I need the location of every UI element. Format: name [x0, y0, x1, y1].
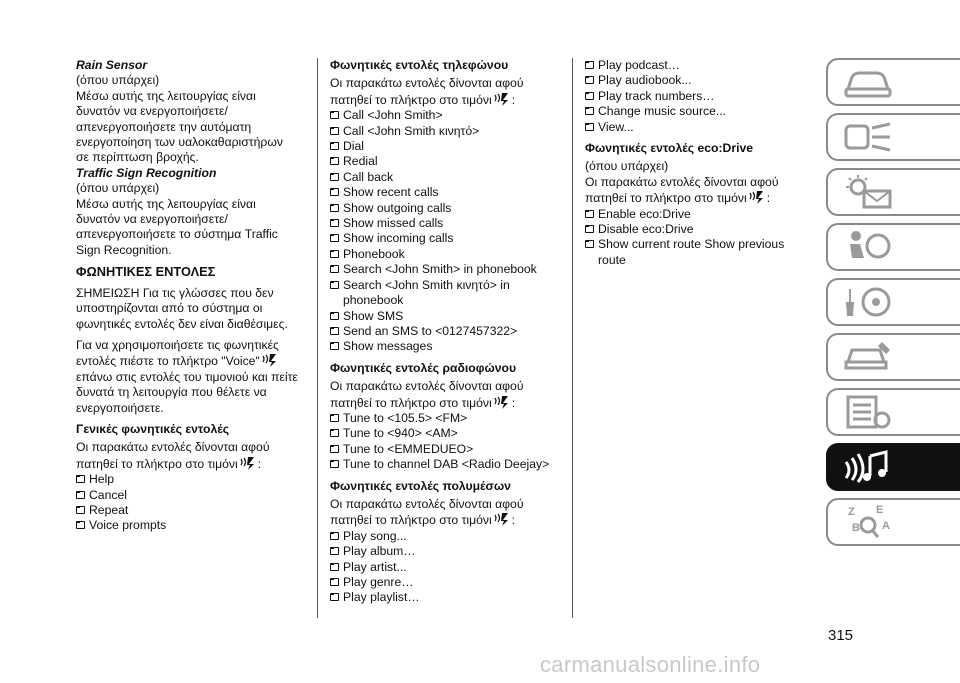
command-item: [330, 442, 568, 457]
command-item: [330, 216, 568, 231]
eco-drive-commands-list: [585, 207, 807, 269]
command-text: Enable eco:Drive: [598, 206, 691, 221]
page-number: 315: [828, 627, 854, 644]
phone-commands-list: [330, 108, 568, 355]
command-text: Show messages: [343, 339, 433, 354]
command-text: Show current route Show previous route: [598, 237, 785, 267]
command-text: Show missed calls: [343, 216, 444, 231]
settings-list-icon: [842, 393, 894, 431]
phone-handset-bullet-icon: [585, 61, 594, 69]
phone-commands-title: Φωνητικές εντολές τηλεφώνου: [330, 58, 509, 72]
general-commands-intro: [76, 440, 298, 472]
phone-intro-text: Οι παρακάτω εντολές δίνονται αφού πατηθεί το πλήκτρο στο τιμόνι: [330, 76, 524, 107]
media-commands-intro: [330, 497, 568, 529]
media-commands-list: [330, 529, 568, 606]
command-item: [330, 544, 568, 559]
command-text: Show outgoing calls: [343, 200, 452, 215]
command-item: [330, 590, 568, 605]
column-3: [585, 58, 807, 268]
phone-handset-bullet-icon: [585, 123, 594, 131]
command-text: Call <John Smith κινητό>: [343, 123, 480, 138]
phone-handset-bullet-icon: [330, 563, 339, 571]
phone-handset-bullet-icon: [330, 219, 339, 227]
command-text: Dial: [343, 139, 364, 154]
command-text: Disable eco:Drive: [598, 222, 694, 237]
command-item: [330, 411, 568, 426]
traffic-sign-title: Traffic Sign Recognition: [76, 165, 217, 180]
command-text: Play playlist…: [343, 590, 420, 605]
column-divider: [572, 58, 573, 618]
rain-sensor-title: Rain Sensor: [76, 58, 148, 72]
phone-handset-bullet-icon: [330, 312, 339, 320]
column-1: [76, 58, 298, 534]
tab-safety-info[interactable]: [826, 168, 960, 216]
command-item: [330, 560, 568, 575]
chapter-tabs: [826, 58, 960, 553]
phone-handset-bullet-icon: [330, 265, 339, 273]
command-item: [330, 529, 568, 544]
tab-multimedia[interactable]: [826, 443, 960, 491]
command-item: [330, 575, 568, 590]
column-2: [330, 58, 568, 606]
command-text: Play album…: [343, 544, 416, 559]
command-text: Repeat: [89, 502, 129, 517]
command-item: [330, 154, 568, 169]
column-divider: [317, 58, 318, 618]
command-item: [585, 237, 807, 268]
voice-commands-section-title: ΦΩΝΗΤΙΚΕΣ ΕΝΤΟΛΕΣ: [76, 264, 216, 280]
sun-envelope-icon: [842, 173, 894, 211]
phone-handset-bullet-icon: [330, 127, 339, 135]
car-service-icon: [842, 338, 894, 376]
eco-drive-commands-intro: [585, 175, 807, 207]
command-text: Send an SMS to <0127457322>: [343, 323, 518, 338]
command-item: [585, 73, 807, 88]
voice-music-icon: [842, 448, 894, 486]
tab-emergency[interactable]: [826, 333, 960, 381]
phone-handset-bullet-icon: [330, 234, 339, 242]
rain-sensor-description: Μέσω αυτής της λειτουργίας είναι δυνατόν να ενεργοποιήσετε/απενεργοποιήσετε την αυτόματη ενεργοποίηση των υαλοκαθαριστήρων σε περίπτωση βροχής.: [76, 88, 283, 165]
tab-starting-driving[interactable]: [826, 278, 960, 326]
tab-maintenance[interactable]: [826, 388, 960, 436]
command-item: [330, 309, 568, 324]
command-text: Tune to channel DAB <Radio Deejay>: [343, 457, 550, 472]
tab-lights[interactable]: [826, 113, 960, 161]
command-item: [76, 503, 298, 518]
command-text: Show SMS: [343, 308, 404, 323]
command-item: [585, 120, 807, 135]
command-text: Tune to <940> <AM>: [343, 426, 458, 441]
phone-handset-bullet-icon: [330, 593, 339, 601]
phone-handset-bullet-icon: [76, 521, 85, 529]
watermark: carmanualsonline.info: [540, 652, 761, 677]
voice-usage-part-a: Για να χρησιμοποιήσετε τις φωνητικές εντολές πιέστε το πλήκτρο "Voice": [76, 337, 279, 369]
media-commands-list-continued: [585, 58, 807, 135]
command-text: Call back: [343, 169, 394, 184]
command-item: [330, 108, 568, 123]
command-item: [330, 247, 568, 262]
media-intro-text: Οι παρακάτω εντολές δίνονται αφού πατηθεί το πλήκτρο στο τιμόνι: [330, 496, 524, 528]
command-item: [330, 124, 568, 139]
command-item: [330, 457, 568, 472]
command-text: Play audiobook...: [598, 73, 692, 88]
phone-commands-intro: [330, 76, 568, 108]
media-commands-title: Φωνητικές εντολές πολυμέσων: [330, 478, 511, 493]
phone-handset-bullet-icon: [330, 188, 339, 196]
language-note: ΣΗΜΕΙΩΣΗ Για τις γλώσσες που δεν υποστηρίζονται από το σύστημα οι φωνητικές εντολές δεν είναι διαθέσιμες.: [76, 285, 288, 331]
rain-sensor-availability: (όπου υπάρχει): [76, 73, 160, 88]
phone-handset-bullet-icon: [76, 506, 85, 514]
phone-handset-bullet-icon: [330, 532, 339, 540]
command-text: Play podcast…: [598, 58, 680, 72]
command-item: [330, 170, 568, 185]
svg-text:B: B: [852, 522, 860, 534]
phone-handset-bullet-icon: [585, 107, 594, 115]
voice-button-icon: [240, 456, 256, 471]
airbag-person-icon: [842, 228, 894, 266]
command-item: [585, 222, 807, 237]
eco-drive-availability: (όπου υπάρχει): [585, 159, 669, 174]
command-text: Tune to <105.5> <FM>: [343, 410, 468, 425]
command-item: [330, 426, 568, 441]
voice-button-icon: [494, 92, 510, 107]
phone-handset-bullet-icon: [330, 429, 339, 437]
voice-button-icon: [262, 353, 278, 368]
command-item: [330, 262, 568, 277]
phone-handset-bullet-icon: [330, 281, 339, 289]
steering-wheel-icon: [842, 283, 894, 321]
radio-intro-text: Οι παρακάτω εντολές δίνονται αφού πατηθεί το πλήκτρο στο τιμόνι: [330, 379, 524, 410]
phone-handset-bullet-icon: [585, 225, 594, 233]
command-item: [330, 278, 568, 309]
svg-text:Z: Z: [848, 506, 855, 518]
car-lights-icon: [842, 118, 894, 156]
voice-button-icon: [494, 512, 510, 527]
general-commands-list: [76, 472, 298, 534]
phone-handset-bullet-icon: [330, 414, 339, 422]
phone-handset-bullet-icon: [330, 460, 339, 468]
colon: :: [511, 92, 516, 107]
command-item: [76, 518, 298, 533]
phone-handset-bullet-icon: [330, 204, 339, 212]
phone-handset-bullet-icon: [330, 142, 339, 150]
voice-usage-part-b: επάνω στις εντολές του τιμονιού και πείτε δυνατά τη λειτουργία που θέλετε να ενεργοποιήσετε.: [76, 369, 298, 415]
traffic-sign-availability: (όπου υπάρχει): [76, 181, 160, 196]
phone-handset-bullet-icon: [585, 240, 594, 248]
radio-commands-title: Φωνητικές εντολές ραδιοφώνου: [330, 360, 517, 375]
command-text: Search <John Smith> in phonebook: [343, 262, 537, 277]
general-intro-text: Οι παρακάτω εντολές δίνονται αφού πατηθεί το πλήκτρο στο τιμόνι: [76, 440, 270, 471]
eco-intro-text: Οι παρακάτω εντολές δίνονται αφού πατηθεί το πλήκτρο στο τιμόνι: [585, 174, 779, 206]
command-item: [585, 207, 807, 222]
command-item: [330, 185, 568, 200]
command-text: Cancel: [89, 487, 127, 502]
command-item: [330, 231, 568, 246]
general-commands-title: Γενικές φωνητικές εντολές: [76, 421, 230, 436]
command-item: [76, 472, 298, 487]
command-text: Change music source...: [598, 104, 727, 119]
phone-handset-bullet-icon: [330, 111, 339, 119]
traffic-sign-description: Μέσω αυτής της λειτουργίας είναι δυνατόν να ενεργοποιήσετε/απενεργοποιήσετε το σύστημα Traffic Sign Recognition.: [76, 196, 278, 257]
command-text: Play track numbers…: [598, 88, 715, 103]
command-text: Redial: [343, 154, 378, 169]
colon: :: [766, 191, 771, 206]
voice-button-icon: [494, 395, 510, 410]
command-text: Call <John Smith>: [343, 108, 443, 123]
phone-handset-bullet-icon: [330, 173, 339, 181]
voice-usage-text: [76, 338, 298, 416]
voice-button-icon: [749, 190, 765, 205]
colon: :: [257, 456, 262, 471]
command-text: Help: [89, 472, 115, 487]
tab-safety[interactable]: [826, 223, 960, 271]
radio-commands-list: [330, 411, 568, 473]
colon: :: [511, 513, 516, 528]
phone-handset-bullet-icon: [330, 157, 339, 165]
command-text: View...: [598, 119, 634, 134]
command-item: [585, 104, 807, 119]
tab-index[interactable]: [826, 498, 960, 546]
alphabet-search-icon: [842, 503, 894, 541]
phone-handset-bullet-icon: [330, 327, 339, 335]
command-item: [330, 339, 568, 354]
phone-handset-bullet-icon: [585, 92, 594, 100]
command-item: [330, 324, 568, 339]
eco-drive-commands-title: Φωνητικές εντολές eco:Drive: [585, 141, 754, 156]
command-text: Show recent calls: [343, 185, 439, 200]
svg-text:A: A: [882, 520, 890, 532]
svg-text:E: E: [876, 504, 884, 516]
phone-handset-bullet-icon: [330, 578, 339, 586]
command-text: Play artist...: [343, 559, 407, 574]
tab-dashboard[interactable]: [826, 58, 960, 106]
phone-handset-bullet-icon: [585, 210, 594, 218]
command-text: Voice prompts: [89, 518, 167, 533]
command-text: Search <John Smith κινητό> in phonebook: [343, 277, 510, 308]
radio-commands-intro: [330, 379, 568, 411]
command-item: [76, 488, 298, 503]
command-text: Play song...: [343, 528, 407, 543]
phone-handset-bullet-icon: [330, 445, 339, 453]
phone-handset-bullet-icon: [330, 547, 339, 555]
phone-handset-bullet-icon: [76, 491, 85, 499]
phone-handset-bullet-icon: [330, 342, 339, 350]
command-item: [330, 201, 568, 216]
command-text: Play genre…: [343, 575, 414, 589]
command-item: [585, 89, 807, 104]
phone-handset-bullet-icon: [585, 76, 594, 84]
phone-handset-bullet-icon: [76, 475, 85, 483]
car-dashboard-icon: [842, 63, 894, 101]
colon: :: [511, 395, 516, 410]
command-text: Show incoming calls: [343, 231, 454, 246]
command-text: Phonebook: [343, 246, 405, 261]
command-text: Tune to <EMMEDUEO>: [343, 441, 474, 456]
phone-handset-bullet-icon: [330, 250, 339, 258]
command-item: [585, 58, 807, 73]
command-item: [330, 139, 568, 154]
